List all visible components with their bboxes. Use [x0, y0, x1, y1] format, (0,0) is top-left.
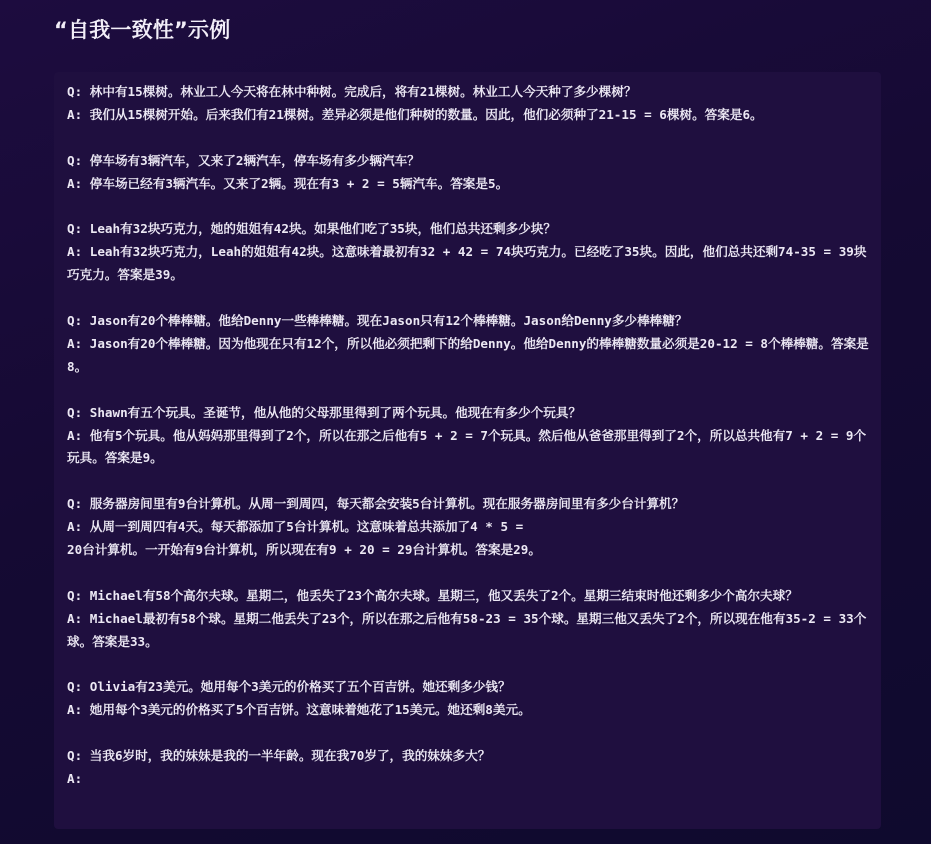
- question-prefix: Q:: [67, 587, 90, 603]
- question-line: [67, 745, 869, 768]
- answer-line: [67, 516, 869, 562]
- answer-prefix: A:: [67, 427, 90, 443]
- qa-example: [67, 493, 869, 562]
- question-line: [67, 218, 869, 241]
- question-text: Leah有32块巧克力，她的姐姐有42块。如果他们吃了35块，他们总共还剩多少块？: [89, 221, 556, 237]
- answer-line: [67, 699, 869, 722]
- answer-prefix: A:: [67, 519, 90, 535]
- prompt-code-block: [54, 72, 881, 829]
- question-text: 停车场有3辆汽车，又来了2辆汽车，停车场有多少辆汽车？: [89, 152, 420, 168]
- question-text: 林中有15棵树。林业工人今天将在林中种树。完成后，将有21棵树。林业工人今天种了多少棵树？: [89, 84, 637, 99]
- question-text: Shawn有五个玩具。圣诞节，他从他的父母那里得到了两个玩具。他现在有多少个玩具？: [89, 404, 582, 420]
- answer-line: [67, 768, 869, 791]
- answer-line: [67, 104, 869, 127]
- qa-example: [67, 676, 869, 722]
- question-line: [67, 150, 869, 173]
- answer-prefix: A:: [67, 702, 90, 718]
- answer-line: [67, 608, 869, 654]
- qa-example: [67, 310, 869, 379]
- question-prefix: Q:: [67, 404, 90, 420]
- answer-line: [67, 425, 869, 471]
- answer-text: 他有5个玩具。他从妈妈那里得到了2个，所以在那之后他有5 + 2 = 7个玩具。然后他从爸爸那里得到了2个，所以总共他有7 + 2 = 9个玩具。答案是9。: [67, 427, 867, 466]
- answer-text: 停车场已经有3辆汽车。又来了2辆。现在有3 + 2 = 5辆汽车。答案是5。: [89, 175, 509, 191]
- question-text: Jason有20个棒棒糖。他给Denny一些棒棒糖。现在Jason只有12个棒棒糖。Jason给Denny多少棒棒糖？: [89, 313, 688, 329]
- qa-example: [67, 218, 869, 287]
- answer-text: Michael最初有58个球。星期二他丢失了23个，所以在那之后他有58-23 = 35个球。星期三他又丢失了2个，所以现在他有35-2 = 33个球。答案是33。: [67, 610, 867, 649]
- qa-example: [67, 150, 869, 196]
- answer-prefix: A:: [67, 610, 90, 626]
- answer-line: [67, 241, 869, 287]
- answer-text: Jason有20个棒棒糖。因为他现在只有12个，所以他必须把剩下的给Denny。他给Denny的棒棒糖数量必须是20-12 = 8个棒棒糖。答案是8。: [67, 335, 869, 374]
- answer-text: 从周一到周四有4天。每天都添加了5台计算机。这意味着总共添加了4 * 5 = 20台计算机。一开始有9台计算机，所以现在有9 + 20 = 29台计算机。答案是29。: [67, 519, 541, 558]
- question-line: [67, 676, 869, 699]
- question-line: [67, 310, 869, 333]
- question-line: [67, 402, 869, 425]
- question-line: [67, 585, 869, 608]
- question-prefix: Q:: [67, 221, 90, 237]
- answer-prefix: A:: [67, 244, 90, 260]
- question-line: [67, 81, 869, 104]
- question-prefix: Q:: [67, 313, 90, 329]
- question-text: 当我6岁时，我的妹妹是我的一半年龄。现在我70岁了，我的妹妹多大？: [89, 748, 491, 764]
- question-text: 服务器房间里有9台计算机。从周一到周四，每天都会安装5台计算机。现在服务器房间里有多少台计算机？: [89, 496, 685, 512]
- qa-example: [67, 402, 869, 471]
- answer-line: [67, 173, 869, 196]
- question-prefix: Q:: [67, 152, 90, 168]
- question-prefix: Q:: [67, 84, 90, 99]
- answer-prefix: A:: [67, 771, 90, 787]
- qa-example: [67, 585, 869, 654]
- question-prefix: Q:: [67, 679, 90, 695]
- answer-prefix: A:: [67, 175, 90, 191]
- page-title: “自我一致性”示例: [54, 18, 231, 42]
- answer-text: 她用每个3美元的价格买了5个百吉饼。这意味着她花了15美元。她还剩8美元。: [89, 702, 531, 718]
- qa-example: [67, 81, 869, 127]
- answer-prefix: A:: [67, 106, 90, 122]
- qa-example-target: [67, 745, 869, 791]
- answer-text: 我们从15棵树开始。后来我们有21棵树。差异必须是他们种树的数量。因此，他们必须种了21-15 = 6棵树。答案是6。: [89, 106, 763, 122]
- answer-line: [67, 333, 869, 379]
- question-prefix: Q:: [67, 748, 90, 764]
- question-text: Michael有58个高尔夫球。星期二，他丢失了23个高尔夫球。星期三，他又丢失了2个。星期三结束时他还剩多少个高尔夫球？: [89, 587, 798, 603]
- answer-text: Leah有32块巧克力，Leah的姐姐有42块。这意味着最初有32 + 42 = 74块巧克力。已经吃了35块。因此，他们总共还剩74-35 = 39块巧克力。答案是39。: [67, 244, 867, 283]
- answer-prefix: A:: [67, 335, 90, 351]
- question-text: Olivia有23美元。她用每个3美元的价格买了五个百吉饼。她还剩多少钱？: [89, 679, 511, 695]
- question-line: [67, 493, 869, 516]
- question-prefix: Q:: [67, 496, 90, 512]
